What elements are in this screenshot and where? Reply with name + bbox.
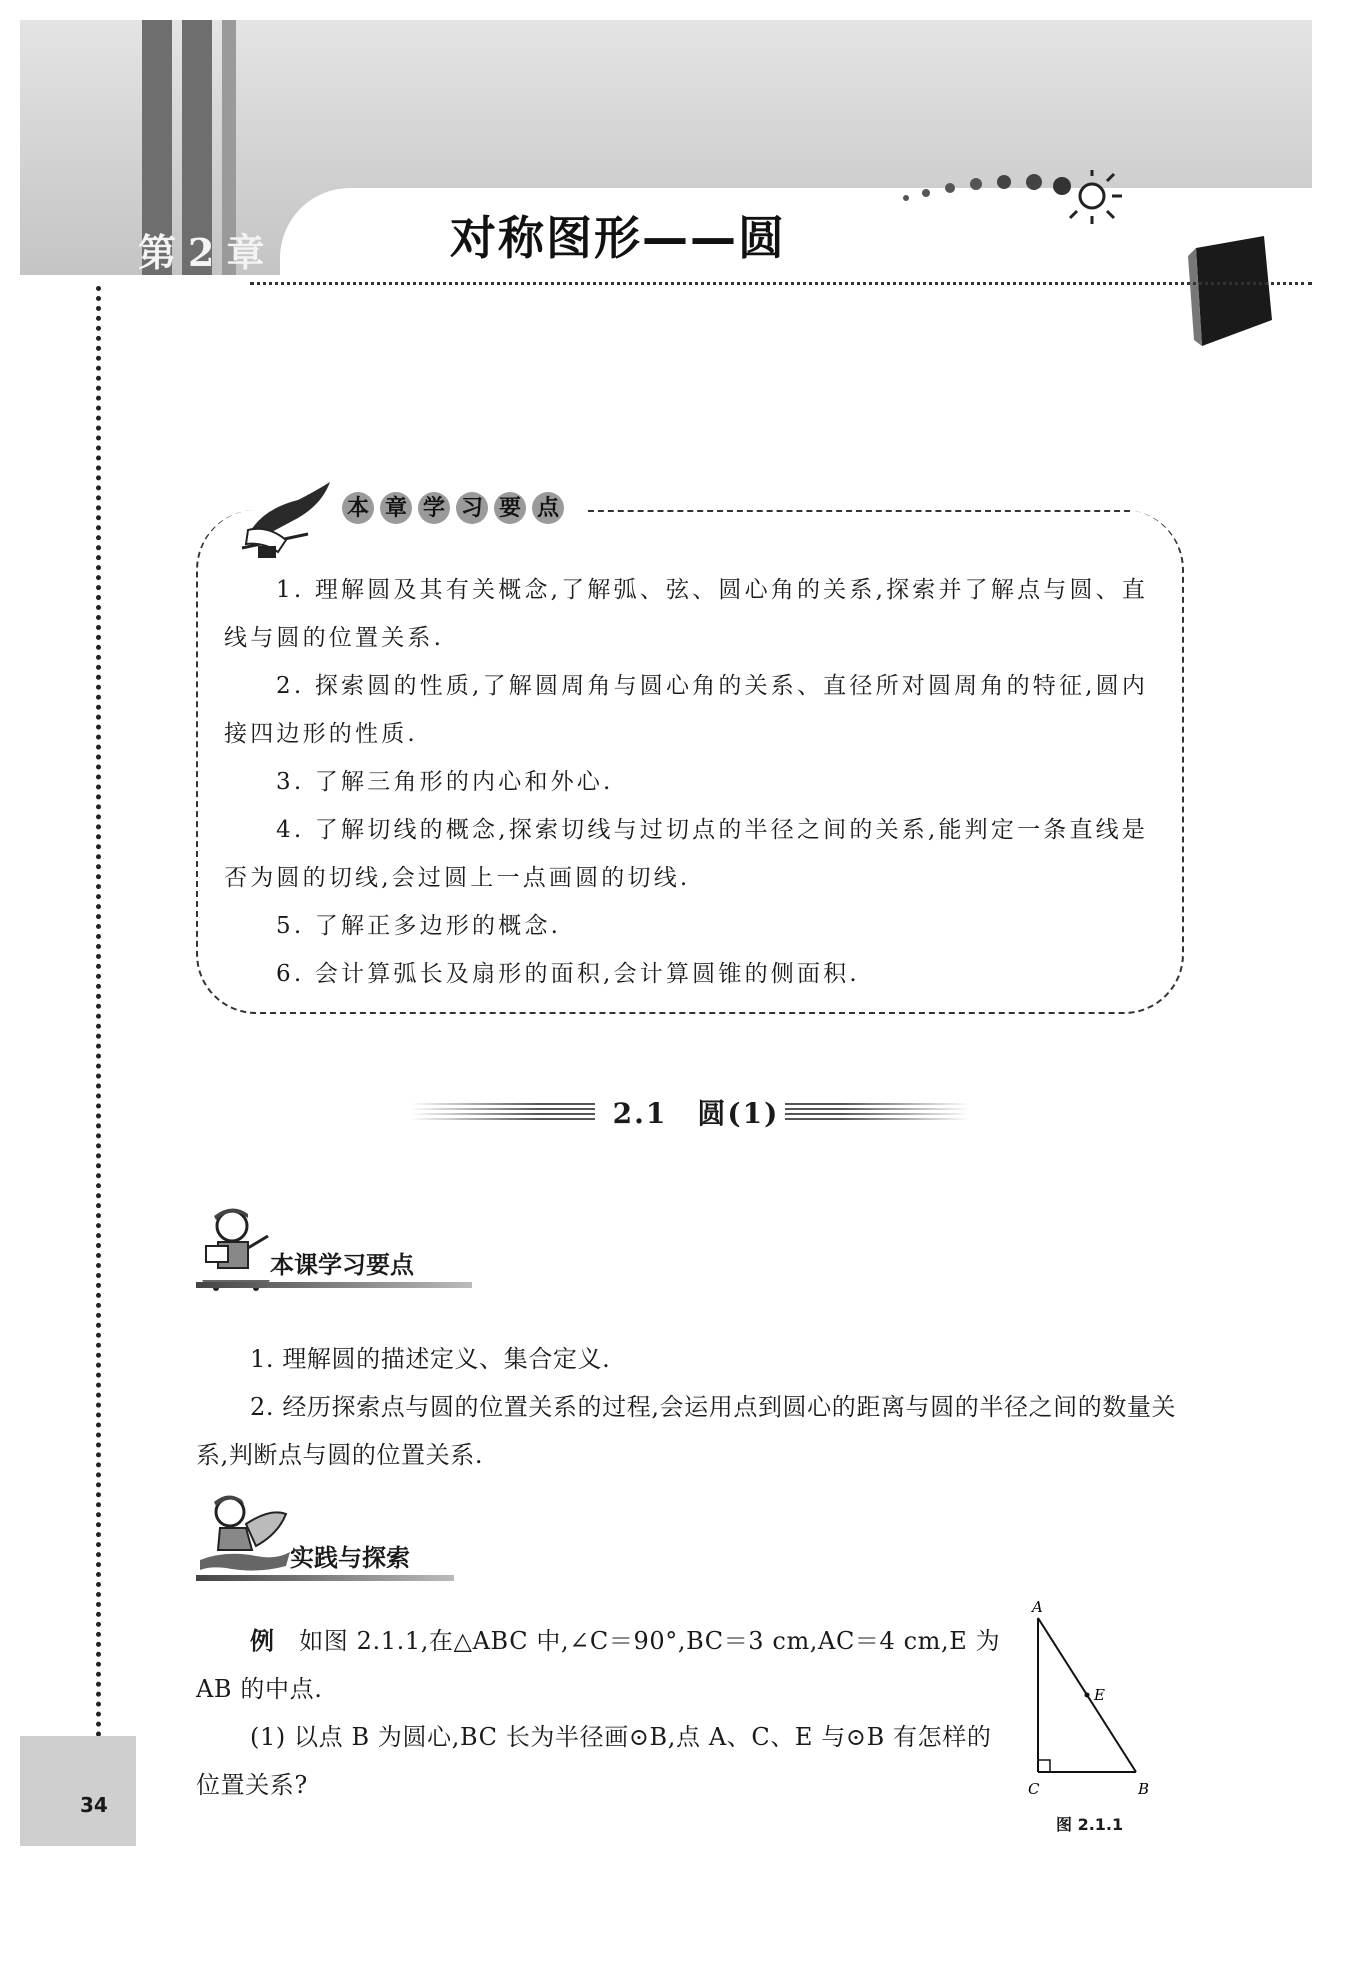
section-title-rule xyxy=(785,1103,970,1121)
example-label: 例 xyxy=(250,1627,275,1655)
example-question: (1) 以点 B 为圆心,BC 长为半径画⊙B,点 A、C、E 与⊙B 有怎样的位置关系? xyxy=(196,1723,992,1799)
label-a: A xyxy=(1032,1598,1043,1616)
heading-char: 习 xyxy=(456,492,488,524)
chapter-box-top-border xyxy=(588,510,1130,512)
page-number: 34 xyxy=(80,1793,108,1817)
right-angle-mark xyxy=(1038,1760,1050,1772)
book-icon xyxy=(1182,236,1274,348)
header-divider xyxy=(250,282,1312,285)
practice-heading: 实践与探索 xyxy=(290,1544,410,1572)
chapter-title: 对称图形——圆 xyxy=(450,211,786,265)
figure-caption: 图 2.1.1 xyxy=(1056,1815,1124,1834)
heading-char: 学 xyxy=(418,492,450,524)
point-e xyxy=(1085,1693,1090,1698)
heading-underline xyxy=(196,1282,472,1288)
key-point-item: 2. 经历探索点与圆的位置关系的过程,会运用点到圆心的距离与圆的半径之间的数量关系,判断点与圆的位置关系. xyxy=(196,1393,1177,1469)
example-problem xyxy=(196,1617,1016,1809)
section-title-bar xyxy=(410,1092,980,1132)
heading-char: 点 xyxy=(532,492,564,524)
figure-right-triangle xyxy=(1012,1596,1162,1806)
key-point-item: 2. 探索圆的性质,了解圆周角与圆心角的关系、直径所对圆周角的特征,圆内接四边形的性质. xyxy=(224,673,1149,747)
label-e: E xyxy=(1094,1686,1105,1704)
lesson-key-points-list xyxy=(196,1335,1186,1479)
key-point-item: 1. 理解圆及其有关概念,了解弧、弦、圆心角的关系,探索并了解点与圆、直线与圆的位置关系. xyxy=(224,577,1149,651)
example-statement xyxy=(196,1617,1016,1713)
heading-char: 章 xyxy=(380,492,412,524)
chapter-key-points-heading xyxy=(342,492,564,524)
example-body: 如图 2.1.1,在△ABC 中,∠C＝90°,BC＝3 cm,AC＝4 cm,E 为 AB 的中点. xyxy=(196,1627,1001,1703)
heading-char: 本 xyxy=(342,492,374,524)
key-point-item: 3. 了解三角形的内心和外心. xyxy=(276,769,614,795)
heading-underline xyxy=(196,1575,454,1581)
student-reading-icon xyxy=(196,1206,276,1292)
label-c: C xyxy=(1028,1780,1040,1798)
page-number-tab xyxy=(20,1736,136,1846)
lesson-key-points-heading: 本课学习要点 xyxy=(270,1251,414,1279)
student-surfing-icon xyxy=(196,1494,292,1578)
key-point-item: 1. 理解圆的描述定义、集合定义. xyxy=(250,1345,611,1373)
section-title-rule xyxy=(410,1103,595,1121)
chapter-key-points-list xyxy=(224,566,1160,998)
key-point-item: 5. 了解正多边形的概念. xyxy=(276,913,562,939)
chapter-number-label: 第2章 xyxy=(138,230,277,275)
margin-dotted-line xyxy=(96,286,101,1738)
quill-pen-icon xyxy=(238,470,338,560)
heading-char: 要 xyxy=(494,492,526,524)
label-b: B xyxy=(1138,1780,1150,1798)
key-point-item: 6. 会计算弧长及扇形的面积,会计算圆锥的侧面积. xyxy=(276,961,860,987)
decorative-dots-icon xyxy=(900,168,1140,238)
section-title: 2.1 圆(1) xyxy=(612,1097,780,1130)
key-point-item: 4. 了解切线的概念,探索切线与过切点的半径之间的关系,能判定一条直线是否为圆的切线,会过圆上一点画圆的切线. xyxy=(224,817,1149,891)
